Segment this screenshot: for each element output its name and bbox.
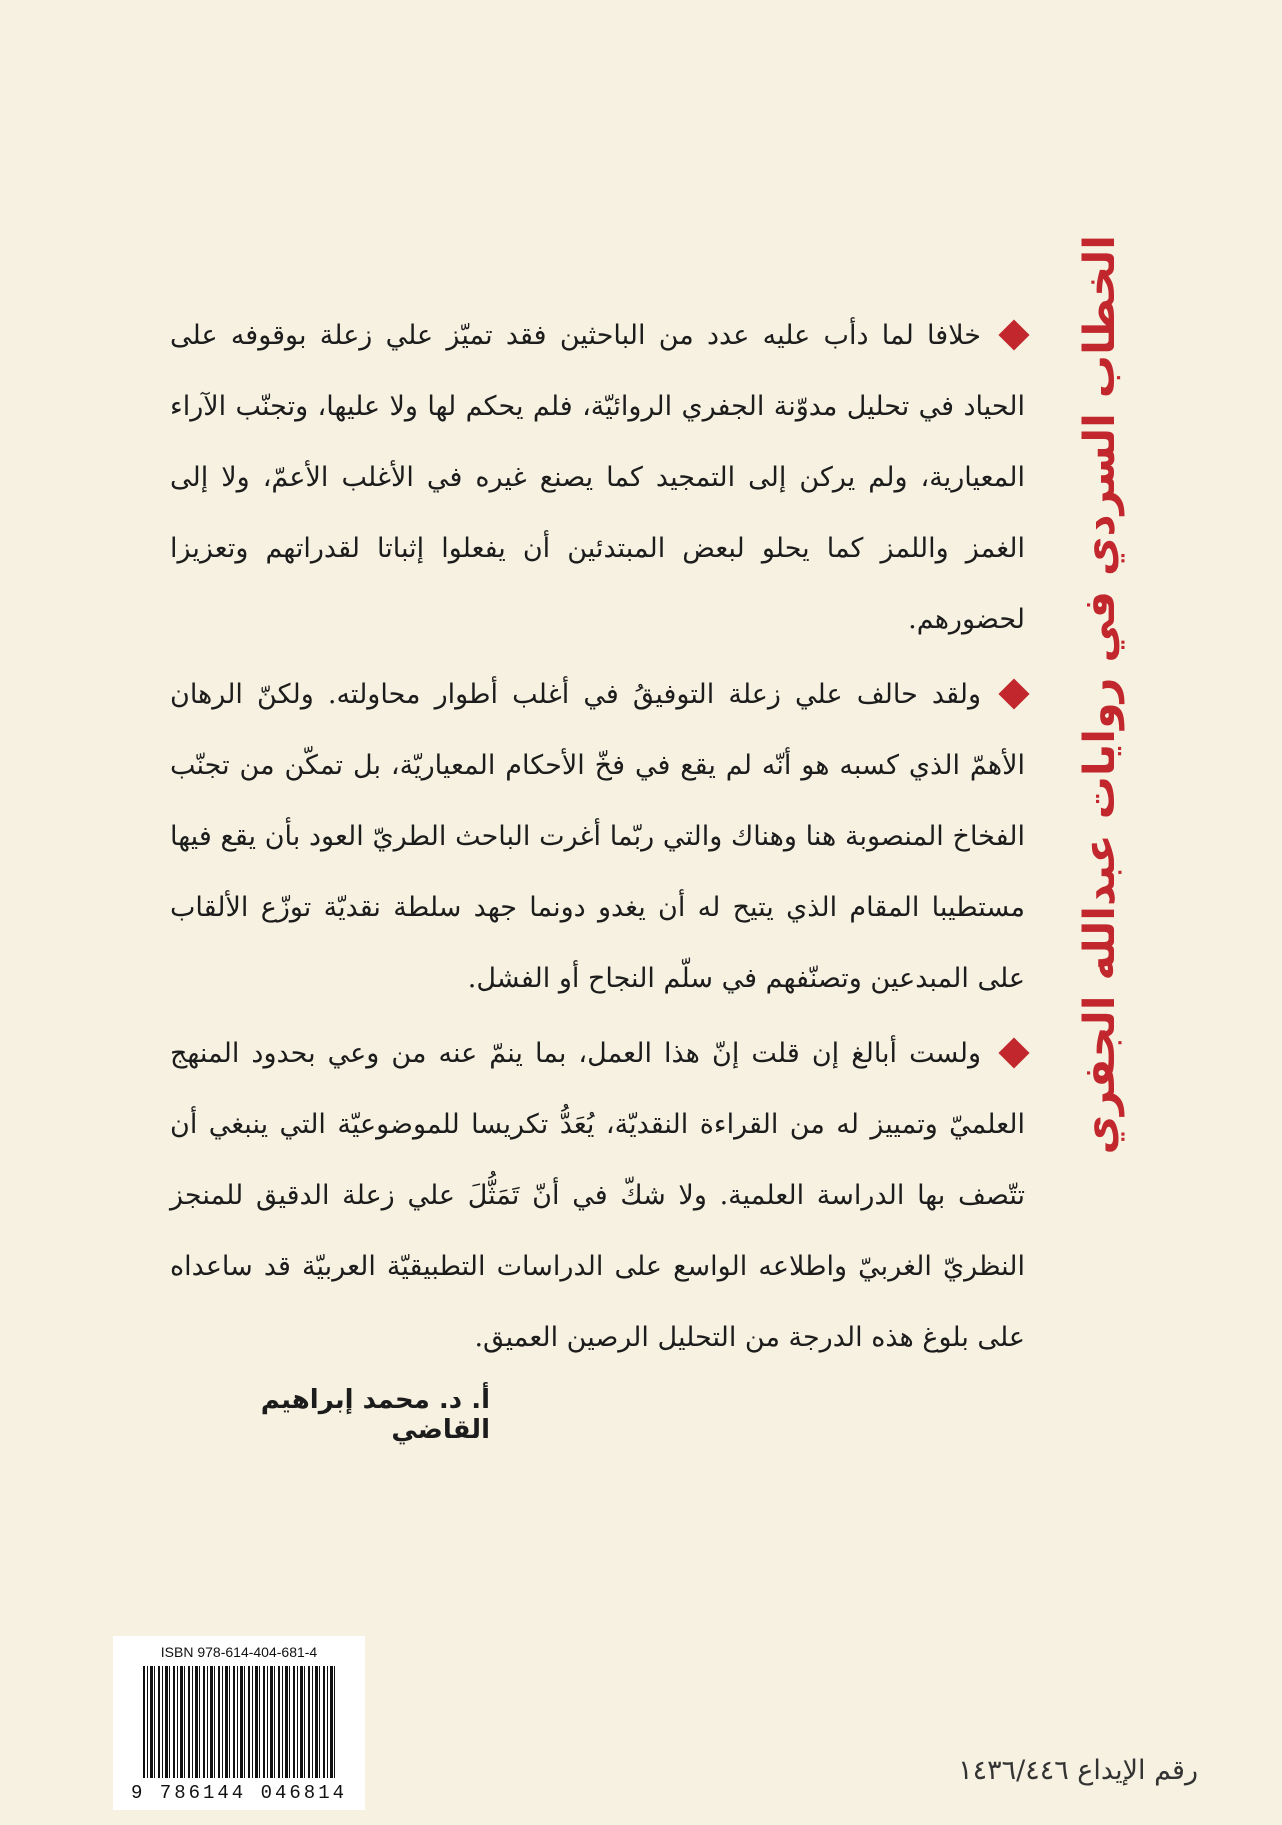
isbn-label: ISBN 978-614-404-681-4 (160, 1644, 318, 1660)
vertical-book-title (1040, 235, 1160, 1155)
book-title-text: الخطاب السردي في روايات عبدالله الجفري (1075, 235, 1125, 1155)
isbn-barcode-block (113, 1636, 365, 1810)
barcode-icon (143, 1666, 335, 1778)
diamond-bullet-icon (998, 1037, 1029, 1068)
author-signature: أ. د. محمد إبراهيم القاضي (260, 1385, 490, 1445)
diamond-bullet-icon (998, 678, 1029, 709)
paragraph-2 (170, 659, 1025, 1014)
review-text (170, 300, 1025, 1377)
paragraph-3 (170, 1018, 1025, 1373)
paragraph-2-text: ولقد حالف علي زعلة التوفيقُ في أغلب أطوار محاولته. ولكنّ الرهان الأهمّ الذي كسبه هو أنّه لم يقع في فخّ الأحكام المعياريّة، بل تمكّن من تجنّب الفخاخ المنصوبة هنا وهناك والتي ربّما أغرت الباحث الطريّ العود بأن يقع فيها مستطيبا المقام الذي يتيح له أن يغدو دونما جهد سلطة نقديّة توزّع الألقاب على المبدعين وتصنّفهم في سلّم النجاح أو الفشل. (170, 679, 1025, 994)
barcode-digits: 9 786144 046814 (130, 1782, 348, 1804)
paragraph-3-text: ولست أبالغ إن قلت إنّ هذا العمل، بما ينمّ عنه من وعي بحدود المنهج العلميّ وتمييز له من القراءة النقديّة، يُعَدُّ تكريسا للموضوعيّة التي ينبغي أن تتّصف بها الدراسة العلمية. ولا شكّ في أنّ تَمَثُّلَ علي زعلة الدقيق للمنجز النظريّ الغربيّ واطلاعه الواسع على الدراسات التطبيقيّة العربيّة قد ساعداه على بلوغ هذه الدرجة من التحليل الرصين العميق. (170, 1038, 1025, 1353)
diamond-bullet-icon (998, 319, 1029, 350)
paragraph-1 (170, 300, 1025, 655)
deposit-number: رقم الإيداع ١٤٣٦/٤٤٦ (958, 1755, 1198, 1786)
paragraph-1-text: خلافا لما دأب عليه عدد من الباحثين فقد تميّز علي زعلة بوقوفه على الحياد في تحليل مدوّنة الجفري الروائيّة، فلم يحكم لها ولا عليها، وتجنّب الآراء المعيارية، ولم يركن إلى التمجيد كما يصنع غيره في الأغلب الأعمّ، ولا إلى الغمز واللمز كما يحلو لبعض المبتدئين أن يفعلوا إثباتا لقدراتهم وتعزيزا لحضورهم. (170, 320, 1025, 635)
